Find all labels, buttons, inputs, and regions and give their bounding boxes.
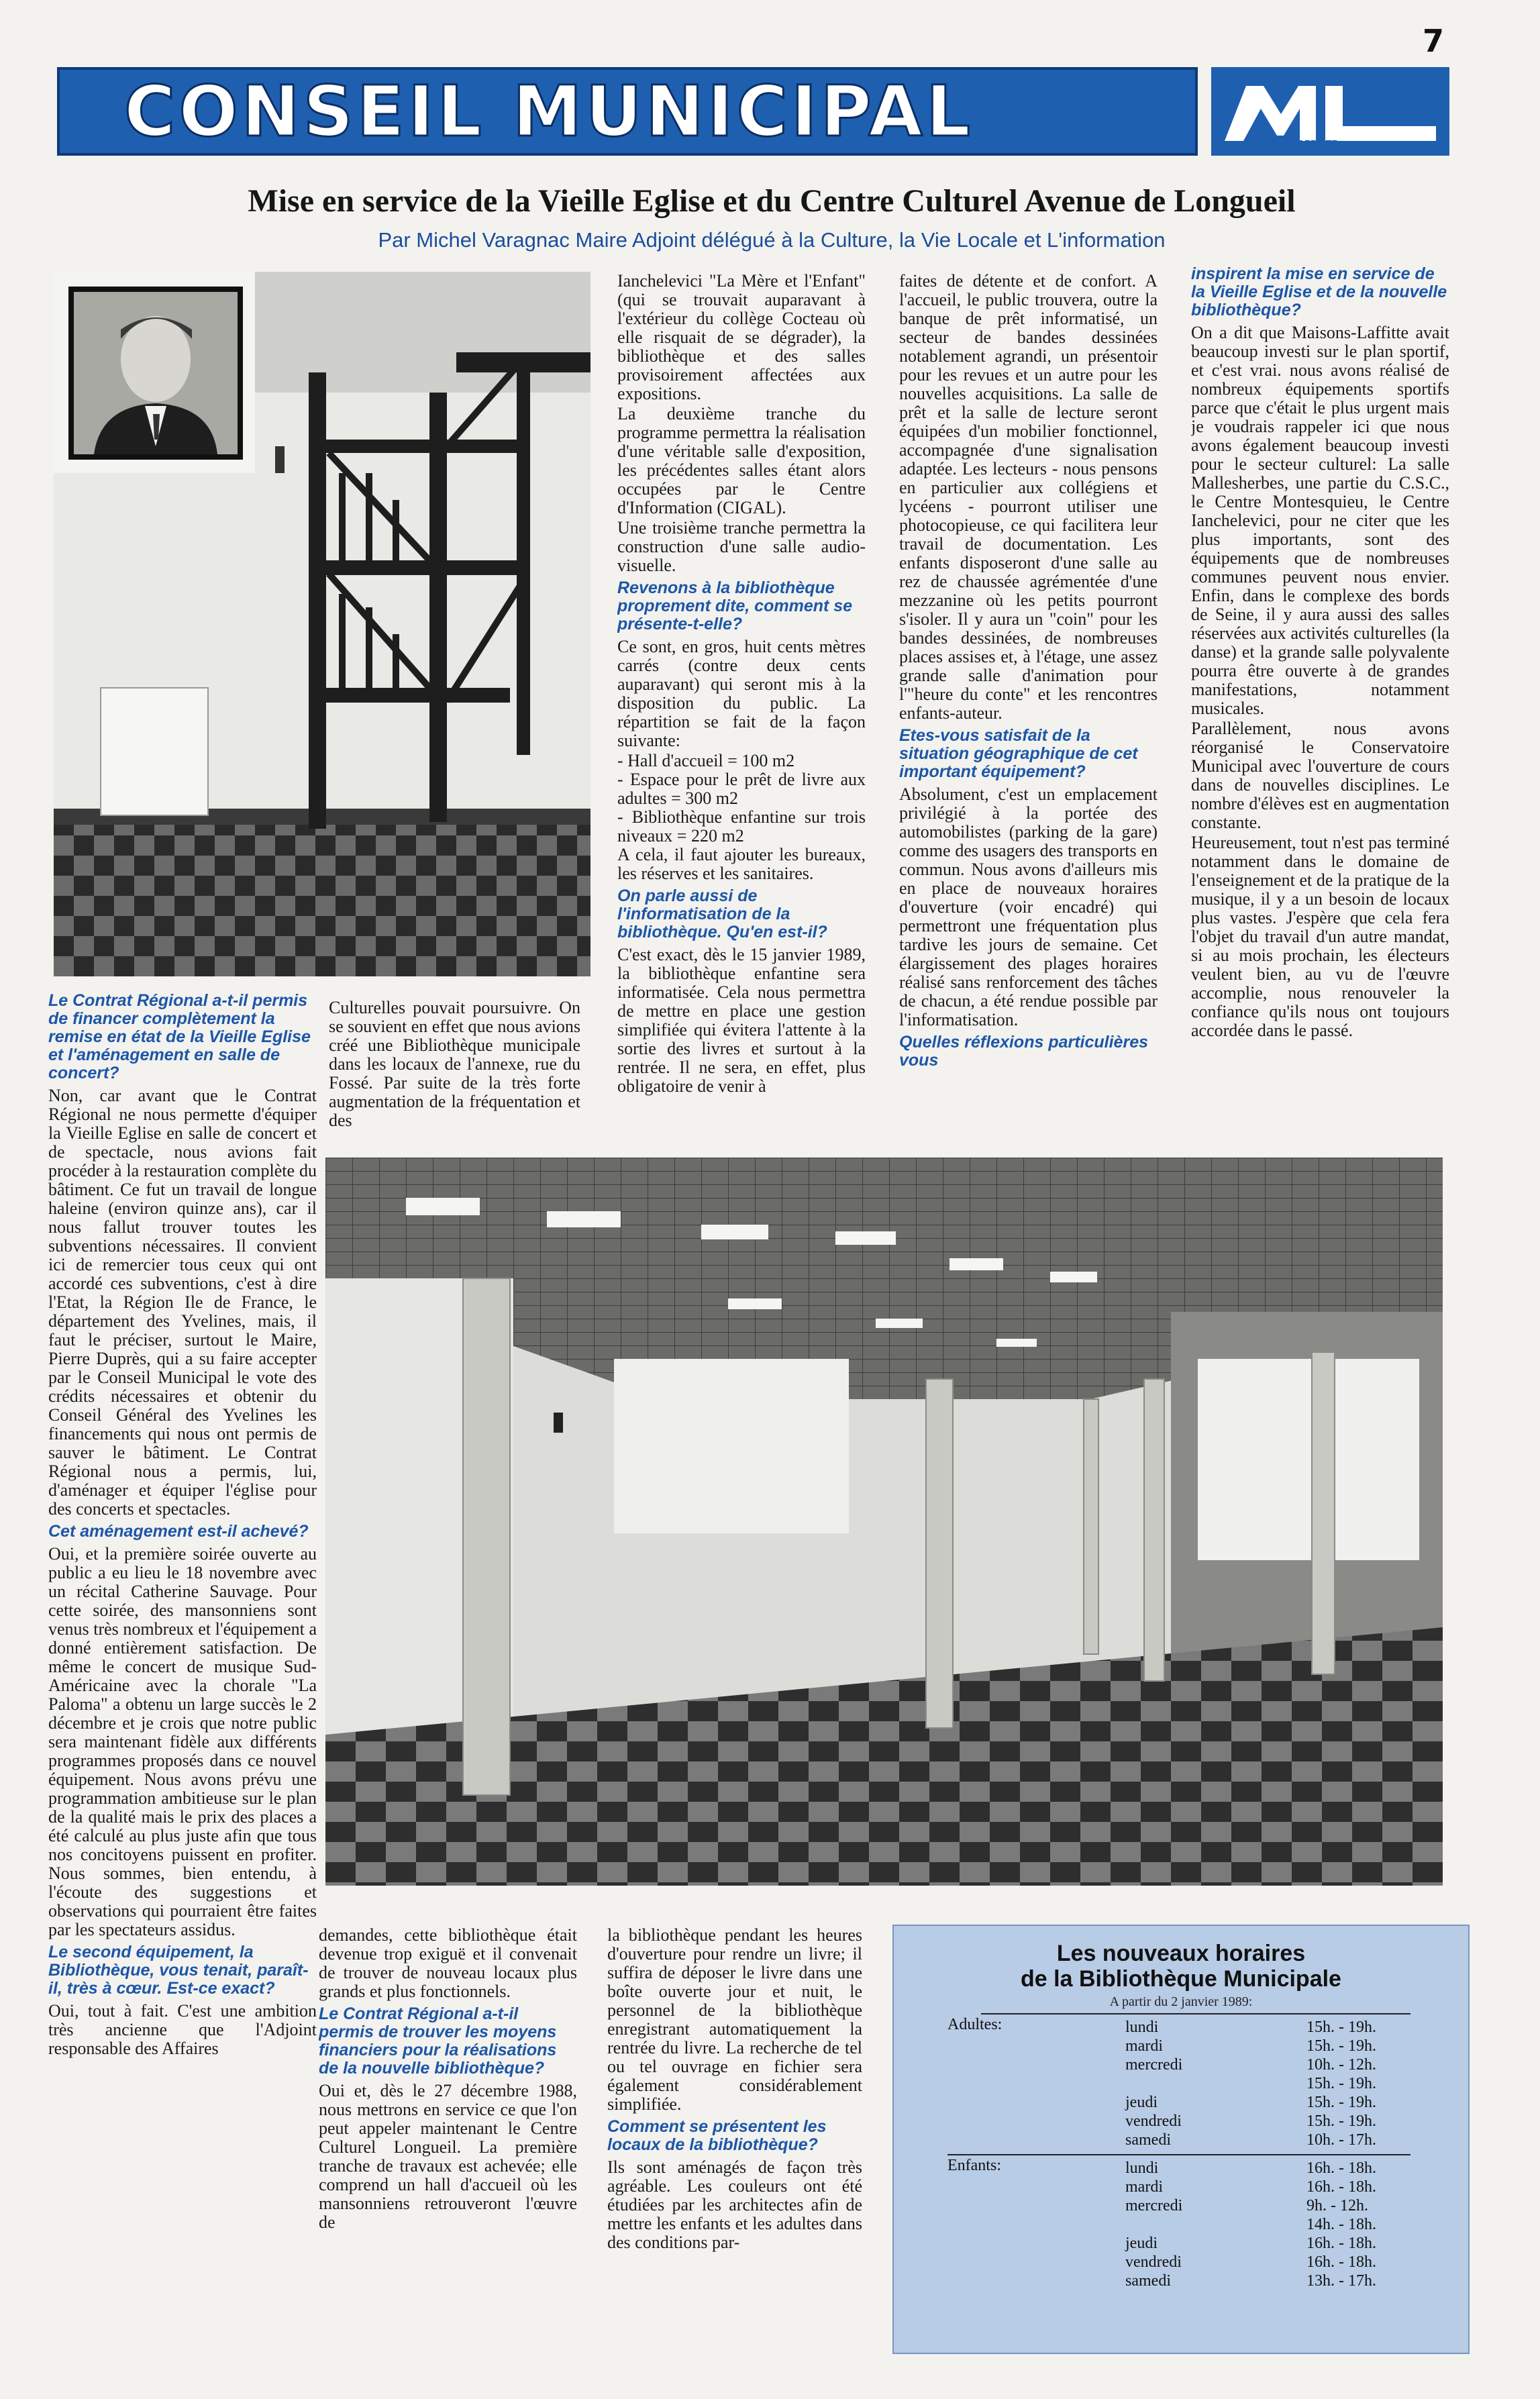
paragraph: Absolument, c'est un emplacement privilégié à la portée des automobilistes (parking de la gare) comme des usagers des transports en commun. Nous avons d'ailleurs mis en place de nouveaux horaires d'ouverture (voir encadré) qui permettront une fréquentation plus tardive les jours de semaine. Cet élargissement des plages horaires réalisé sans renforcement des tâches de chacun, a été rendue possible par l'informatisation. — [899, 784, 1158, 1029]
schedule-time: 15h. - 19h. — [1306, 2019, 1376, 2036]
section-title: CONSEIL MUNICIPAL — [124, 70, 974, 152]
interview-question: On parle aussi de l'informatisation de la bibliothèque. Qu'en est-il? — [617, 886, 827, 941]
interview-question: Le Contrat Régional a-t-il permis de financer complètement la remise en état de la Vieille Eglise et l'aménagement en salle de concert? — [48, 992, 311, 1082]
paragraph: demandes, cette bibliothèque était devenue trop exiguë et il convenait de trouver de nouveau locaux plus grands et plus fonctionnels. — [319, 1926, 577, 2001]
interview-question: inspirent la mise en service de la Vieille Eglise et de la nouvelle bibliothèque? — [1191, 265, 1447, 319]
schedule-time: 16h. - 18h. — [1306, 2178, 1376, 2196]
schedule-day: mercredi — [1125, 2197, 1183, 2214]
staircase-photo — [54, 272, 591, 976]
schedule-day: samedi — [1125, 2272, 1171, 2290]
list-item: - Hall d'accueil = 100 m2 — [617, 751, 795, 770]
box-subtitle: A partir du 2 janvier 1989: — [1109, 1994, 1253, 2009]
schedule-day: samedi — [1125, 2131, 1171, 2149]
schedule-day: jeudi — [1125, 2235, 1158, 2252]
article-byline: Par Michel Varagnac Maire Adjoint délégué à la Culture, la Vie Locale et L'information — [378, 228, 1166, 252]
list-item: - Espace pour le prêt de livre aux adultes = 300 m2 — [617, 770, 866, 808]
paragraph: Non, car avant que le Contrat Régional ne nous permette d'équiper la Vieille Eglise en salle de concert et de spectacle, nous avions fait procéder à la restauration complète du bâtiment. Ce fut un travail de longue haleine (environ quinze ans), car il nous fallut trouver toutes les subventions nécessaires. Il convient ici de remercier tous ceux qui ont accordé ces subventions, c'est à dire l'Etat, la Région Ile de France, le département des Yvelines, mais, il faut le préciser, surtout le Maire, Pierre Duprès, qui a su faire accepter par le Conseil Municipal le vote des crédits nécessaires et obtenir du Conseil Général des Yvelines les financements qui nous ont permis de sauver le bâtiment. Le Contrat Régional nous a permis, lui, d'aménager et équiper l'église pour des concerts et spectacles. — [48, 1086, 317, 1519]
logo-text: ML — [1212, 155, 1213, 156]
schedule-day: vendredi — [1125, 2253, 1182, 2271]
interview-question: Quelles réflexions particulières vous — [899, 1033, 1148, 1070]
schedule-time: 15h. - 19h. — [1306, 2094, 1376, 2111]
divider — [947, 2154, 1410, 2155]
interview-question: Le Contrat Régional a-t-il permis de trouver les moyens financiers pour la réalisations de la nouvelle bibliothèque? — [319, 2004, 557, 2078]
children-label: Enfants: — [947, 2157, 1001, 2174]
schedule-time: 14h. - 18h. — [1306, 2216, 1376, 2233]
paragraph: Oui, tout à fait. C'est une ambition très ancienne que l'Adjoint responsable des Affaires — [48, 2001, 317, 2058]
schedule-time: 16h. - 18h. — [1306, 2159, 1376, 2177]
interview-question: Revenons à la bibliothèque proprement dite, comment se présente-t-elle? — [617, 578, 853, 633]
paragraph: Ianchelevici "La Mère et l'Enfant" (qui se trouvait auparavant à l'extérieur du collège Cocteau où elle risquait de se dégrader), la bibliothèque et des salles provisoirement affectées aux expositions. — [617, 272, 866, 403]
schedule-time: 9h. - 12h. — [1306, 2197, 1368, 2214]
page-number: 7 — [1423, 23, 1445, 59]
schedule-time: 16h. - 18h. — [1306, 2235, 1376, 2252]
paragraph: faites de détente et de confort. A l'accueil, le public trouvera, outre la banque de prêt informatisé, un secteur de bandes dessinées notablement agrandi, un présentoir pour les revues et un autre pour les nouvelles acquisitions. La salle de prêt et la salle de lecture seront équipées d'un mobilier fonctionnel, accompagnée d'une signalisation adaptée. Les lecteurs - nous pensons en particulier aux collégiens et lycéens - pourront utiliser une photocopieuse, ce qui facilitera leur travail de documentation. Les enfants disposeront d'une salle au rez de chaussée agrémentée d'une mezzanine où les petits pourront s'isoler. Il y aura un "coin" pour les bandes dessinées, de nombreuses places assises et, à l'étage, une assez grande salle d'animation pour l'"heure du conte" et les rencontres enfants-auteur. — [899, 272, 1158, 723]
paragraph: Culturelles pouvait poursuivre. On se souvient en effet que nous avions créé une Bibliothèque municipale dans les locaux de l'annexe, rue du Fossé. Par suite de la très forte augmentation de la fréquentation et des — [329, 999, 580, 1130]
schedule-time: 15h. - 19h. — [1306, 2075, 1376, 2092]
paragraph: Ils sont aménagés de façon très agréable. Les couleurs ont été étudiées par les architectes afin de mettre les enfants et les adultes dans des conditions par- — [607, 2157, 862, 2252]
schedule-time: 16h. - 18h. — [1306, 2253, 1376, 2271]
interview-question: Le second équipement, la Bibliothèque, vous tenait, paraît-il, très à cœur. Est-ce exact? — [48, 1943, 309, 1998]
paragraph: la bibliothèque pendant les heures d'ouverture pour rendre un livre; il suffira de déposer le livre dans une boîte ouverte jour et nuit, le personnel de la bibliothèque enregistrant automatiquement la rentrée du livre. La recherche de tel ou tel ouvrage en fichier sera également considérablement simplifiée. — [607, 1926, 862, 2114]
column-3-bottom — [607, 1926, 862, 2369]
column-2-bottom — [319, 1926, 577, 2369]
paragraph: La deuxième tranche du programme permettra la réalisation d'une véritable salle d'exposition, les précédentes salles étant alors occupées par le Centre d'Information (CIGAL). — [617, 404, 866, 517]
paragraph: C'est exact, dès le 15 janvier 1989, la bibliothèque enfantine sera informatisée. Cela nous permettra de mettre en place une gestion simplifiée qui évitera l'attente à la sortie des livres et surtout à la rentrée. Il ne sera, en effet, plus obligatoire de venir à — [617, 945, 866, 1096]
schedule-time: 13h. - 17h. — [1306, 2272, 1376, 2290]
schedule-day: vendredi — [1125, 2112, 1182, 2130]
adults-label: Adultes: — [947, 2016, 1003, 2033]
library-interior-photo — [325, 1158, 1443, 1886]
paragraph: Ce sont, en gros, huit cents mètres carrés (contre deux cents auparavant) qui seront mis à la disposition du public. La répartition se fait de la façon suivante: — [617, 637, 866, 750]
column-2-top — [617, 272, 866, 1131]
divider — [981, 2013, 1410, 2014]
interview-question: Comment se présentent les locaux de la bibliothèque? — [607, 2117, 827, 2154]
paragraph: A cela, il faut ajouter les bureaux, les réserves et les sanitaires. — [617, 845, 866, 883]
paragraph: Oui et, dès le 27 décembre 1988, nous mettrons en service ce que l'on peut appeler maintenant le Centre Culturel Longueil. La première tranche de travaux est achevée; elle comprend un hall d'accueil où les mansonniens retrouveront l'œuvre de — [319, 2081, 577, 2232]
schedule-day: lundi — [1125, 2159, 1159, 2177]
box-title-line-1: Les nouveaux horaires — [1056, 1941, 1306, 1966]
paragraph: Parallèlement, nous avons réorganisé le Conservatoire Municipal avec l'ouverture de cours dans de nouvelles disciplines. Le nombre d'élèves est en augmentation constante. — [1191, 719, 1449, 832]
paragraph: Oui, et la première soirée ouverte au public a eu lieu le 18 novembre avec un récital Catherine Sauvage. Pour cette soirée, des mansonniens sont venus très nombreux et l'équipement a donné entièrement satisfaction. De même le concert de musique Sud-Américaine avec la chorale "La Paloma" a obtenu un large succès le 2 décembre et je crois que notre public sera maintenant fidèle aux différents programmes proposés dans ce nouvel équipement. Nous avons prévu une programmation ambitieuse sur le plan de la qualité mais le prix des places a été calculé au plus juste afin que tous nos concitoyens puissent en profiter. Nous sommes, bien entendu, à l'écoute des suggestions et observations qui pourraient être faites par les spectateurs assidus. — [48, 1544, 317, 1939]
paragraph: Une troisième tranche permettra la construction d'une salle audio-visuelle. — [617, 518, 866, 575]
paragraph: On a dit que Maisons-Laffitte avait beaucoup investi sur le plan sportif, et c'est vrai. nous avons réalisé de nombreux équipements sportifs parce que c'était le plus urgent mais je voudrais rappeler ici que nous avons également beaucoup investi pour le secteur culturel: La salle Mallesherbes, une partie du C.S.C., le Centre Montesquieu, le Centre Ianchelevici, pour ne citer que les plus importants, sont des équipements que de nombreuses communes peuvent nous envier. Enfin, dans le complexe des bords de Seine, il y aura aussi des salles réservées aux activités culturelles (la danse) et la grande salle polyvalente pourra être ouverte à de grandes manifestations, notamment musicales. — [1191, 323, 1449, 718]
schedule-day: mercredi — [1125, 2056, 1183, 2074]
schedule-day: jeudi — [1125, 2094, 1158, 2111]
column-4-top — [1191, 265, 1449, 1131]
box-title-line-2: de la Bibliothèque Municipale — [1021, 1966, 1341, 1992]
logo-caption: MAISONS LAFFITTE — [1243, 140, 1338, 150]
column-1 — [48, 992, 317, 2361]
list-item: - Bibliothèque enfantine sur trois niveaux = 220 m2 — [617, 807, 866, 846]
paragraph: Heureusement, tout n'est pas terminé notamment dans le domaine de l'enseignement et de la pratique de la musique, il y a un besoin de locaux plus vastes. J'espère que cela fera l'objet du travail d'un autre mandat, si au mois prochain, les électeurs veulent bien, au vu de l'œuvre accomplie, nous renouveler la confiance qu'ils nous ont toujours accordée dans le passé. — [1191, 833, 1449, 1040]
interview-question: Etes-vous satisfait de la situation géographique de cet important équipement? — [899, 726, 1138, 781]
column-2-middle — [329, 999, 580, 1146]
schedule-time: 15h. - 19h. — [1306, 2112, 1376, 2130]
portrait-inset — [54, 272, 255, 473]
schedule-time: 10h. - 17h. — [1306, 2131, 1376, 2149]
schedule-day: lundi — [1125, 2019, 1159, 2036]
article-headline: Mise en service de la Vieille Eglise et du Centre Culturel Avenue de Longueil — [248, 183, 1296, 219]
schedule-day: mardi — [1125, 2178, 1163, 2196]
interview-question: Cet aménagement est-il achevé? — [48, 1522, 309, 1541]
schedule-day: mardi — [1125, 2037, 1163, 2055]
library-hours-box — [892, 1925, 1470, 2354]
column-3-top — [899, 272, 1158, 1131]
schedule-time: 10h. - 12h. — [1306, 2056, 1376, 2074]
schedule-time: 15h. - 19h. — [1306, 2037, 1376, 2055]
